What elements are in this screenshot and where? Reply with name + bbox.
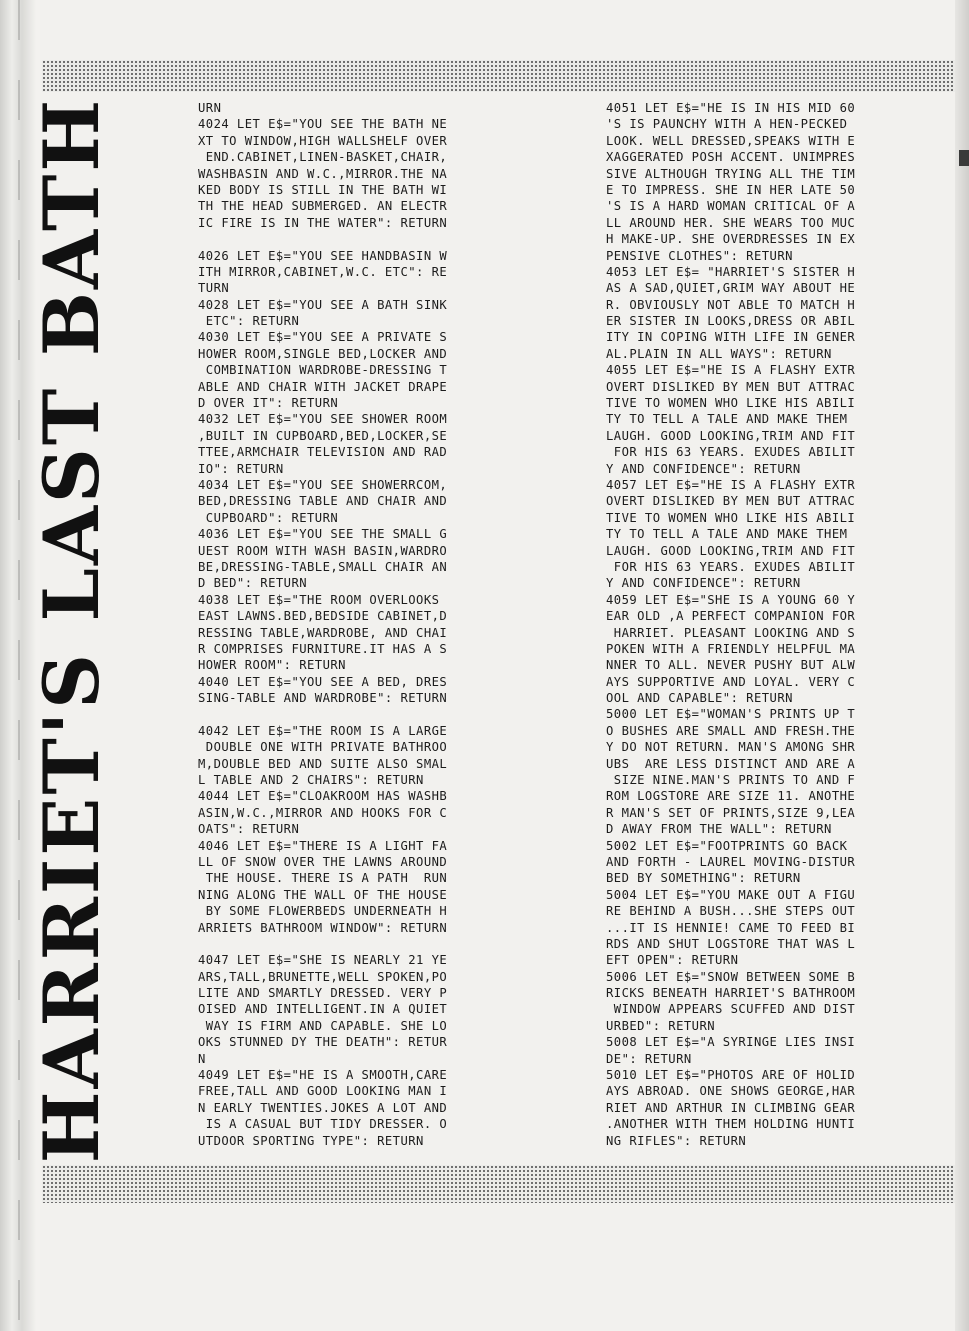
code-line: WINDOW APPEARS SCUFFED AND DIST — [606, 1002, 856, 1017]
code-line: D BED": RETURN — [198, 576, 308, 591]
code-line: TIVE TO WOMEN WHO LIKE HIS ABILI — [606, 510, 856, 525]
code-line: Y AND CONFIDENCE": RETURN — [606, 461, 801, 476]
code-line: COMBINATION WARDROBE-DRESSING T — [198, 363, 448, 378]
code-line: R COMPRISES FURNITURE.IT HAS A S — [198, 641, 448, 656]
code-line: 5008 LET E$="A SYRINGE LIES INSI — [606, 1035, 856, 1050]
code-line: TY TO TELL A TALE AND MAKE THEM — [606, 412, 848, 427]
code-line: AYS SUPPORTIVE AND LOYAL. VERY C — [606, 674, 856, 689]
code-line: TURN — [198, 281, 230, 296]
code-line: CUPBOARD": RETURN — [198, 510, 339, 525]
code-line: ARRIETS BATHROOM WINDOW": RETURN — [198, 920, 448, 935]
code-line: NG RIFLES": RETURN — [606, 1133, 747, 1148]
code-line: AND FORTH - LAUREL MOVING-DISTUR — [606, 854, 856, 869]
code-line: R. OBVIOUSLY NOT ABLE TO MATCH H — [606, 297, 856, 312]
code-line: LAUGH. GOOD LOOKING,TRIM AND FIT — [606, 543, 856, 558]
code-line: RDS AND SHUT LOGSTORE THAT WAS L — [606, 936, 856, 951]
code-line: ASIN,W.C.,MIRROR AND HOOKS FOR C — [198, 805, 448, 820]
article-title: HARRIET'S LAST BATH — [27, 96, 116, 1164]
code-line: TIVE TO WOMEN WHO LIKE HIS ABILI — [606, 396, 856, 411]
code-line: TH THE HEAD SUBMERGED. AN ELECTR — [198, 199, 448, 214]
code-line: UTDOOR SPORTING TYPE": RETURN — [198, 1133, 424, 1148]
code-line: 4053 LET E$= "HARRIET'S SISTER H — [606, 264, 856, 279]
code-line: 4059 LET E$="SHE IS A YOUNG 60 Y — [606, 592, 856, 607]
code-line: HOWER ROOM,SINGLE BED,LOCKER AND — [198, 346, 448, 361]
code-line: N — [198, 1051, 206, 1066]
code-line: RICKS BENEATH HARRIET'S BATHROOM — [606, 986, 856, 1001]
code-line: 4038 LET E$="THE ROOM OVERLOOKS — [198, 592, 440, 607]
code-line: OOL AND CAPABLE": RETURN — [606, 691, 793, 706]
code-line: 4036 LET E$="YOU SEE THE SMALL G — [198, 527, 448, 542]
code-line: 4051 LET E$="HE IS IN HIS MID 60 — [606, 101, 856, 115]
code-line: LOOK. WELL DRESSED,SPEAKS WITH E — [606, 133, 856, 148]
listing-column-right — [606, 100, 931, 1149]
code-line: RESSING TABLE,WARDROBE, AND CHAI — [198, 625, 448, 640]
code-line — [198, 231, 543, 247]
code-line: 'S IS PAUNCHY WITH A HEN-PECKED — [606, 117, 848, 132]
code-line: OVERT DISLIKED BY MEN BUT ATTRAC — [606, 494, 856, 509]
code-line: O BUSHES ARE SMALL AND FRESH.THE — [606, 723, 856, 738]
code-line: AL.PLAIN IN ALL WAYS": RETURN — [606, 346, 832, 361]
code-line: E TO IMPRESS. SHE IN HER LATE 50 — [606, 182, 856, 197]
code-line — [198, 706, 543, 722]
code-line: IO": RETURN — [198, 461, 284, 476]
code-line: URBED": RETURN — [606, 1018, 716, 1033]
code-line: R MAN'S SET OF PRINTS,SIZE 9,LEA — [606, 805, 856, 820]
code-line: 4026 LET E$="YOU SEE HANDBASIN W — [198, 248, 448, 263]
code-line: DOUBLE ONE WITH PRIVATE BATHROO — [198, 740, 448, 755]
code-line: POKEN WITH A FRIENDLY HELPFUL MA — [606, 641, 856, 656]
code-line: IC FIRE IS IN THE WATER": RETURN — [198, 215, 448, 230]
code-line: TTEE,ARMCHAIR TELEVISION AND RAD — [198, 445, 448, 460]
code-line: 4042 LET E$="THE ROOM IS A LARGE — [198, 723, 448, 738]
code-line: ,BUILT IN CUPBOARD,BED,LOCKER,SE — [198, 428, 448, 443]
code-line: ITY IN COPING WITH LIFE IN GENER — [606, 330, 856, 345]
code-line: AS A SAD,QUIET,GRIM WAY ABOUT HE — [606, 281, 856, 296]
code-line: KED BODY IS STILL IN THE BATH WI — [198, 182, 448, 197]
code-line: Y AND CONFIDENCE": RETURN — [606, 576, 801, 591]
code-line: BY SOME FLOWERBEDS UNDERNEATH H — [198, 904, 448, 919]
code-line: SIVE ALTHOUGH TRYING ALL THE TIM — [606, 166, 856, 181]
page-tab-marker — [959, 150, 969, 166]
code-line: 4030 LET E$="YOU SEE A PRIVATE S — [198, 330, 448, 345]
code-line: D AWAY FROM THE WALL": RETURN — [606, 822, 832, 837]
code-line: 4028 LET E$="YOU SEE A BATH SINK — [198, 297, 448, 312]
code-line: EAST LAWNS.BED,BEDSIDE CABINET,D — [198, 609, 448, 624]
code-line: ...IT IS HENNIE! CAME TO FEED BI — [606, 920, 856, 935]
code-line: HARRIET. PLEASANT LOOKING AND S — [606, 625, 856, 640]
code-line: NNER TO ALL. NEVER PUSHY BUT ALW — [606, 658, 856, 673]
code-line: 4046 LET E$="THERE IS A LIGHT FA — [198, 838, 448, 853]
code-line: HOWER ROOM": RETURN — [198, 658, 346, 673]
code-line: BE,DRESSING-TABLE,SMALL CHAIR AN — [198, 559, 448, 574]
code-line: 5006 LET E$="SNOW BETWEEN SOME B — [606, 969, 856, 984]
code-line: H MAKE-UP. SHE OVERDRESSES IN EX — [606, 232, 856, 247]
page-edge — [955, 0, 969, 1331]
code-line: FOR HIS 63 YEARS. EXUDES ABILIT — [606, 559, 856, 574]
code-line: BED BY SOMETHING": RETURN — [606, 871, 801, 886]
bottom-dotted-band — [42, 1165, 955, 1203]
code-line: TY TO TELL A TALE AND MAKE THEM — [606, 527, 848, 542]
top-dotted-band — [42, 60, 955, 92]
code-line: LL OF SNOW OVER THE LAWNS AROUND — [198, 854, 448, 869]
code-line: LL AROUND HER. SHE WEARS TOO MUC — [606, 215, 856, 230]
code-line: OKS STUNNED DY THE DEATH": RETUR — [198, 1035, 448, 1050]
code-line: EAR OLD ,A PERFECT COMPANION FOR — [606, 609, 856, 624]
code-line: 4049 LET E$="HE IS A SMOOTH,CARE — [198, 1068, 448, 1083]
code-line: UBS ARE LESS DISTINCT AND ARE A — [606, 756, 856, 771]
code-line: SING-TABLE AND WARDROBE": RETURN — [198, 691, 448, 706]
code-line: 4024 LET E$="YOU SEE THE BATH NE — [198, 117, 448, 132]
code-line: Y DO NOT RETURN. MAN'S AMONG SHR — [606, 740, 856, 755]
code-line: BED,DRESSING TABLE AND CHAIR AND — [198, 494, 448, 509]
code-line: RE BEHIND A BUSH...SHE STEPS OUT — [606, 904, 856, 919]
code-line: 5004 LET E$="YOU MAKE OUT A FIGU — [606, 887, 856, 902]
code-line: UEST ROOM WITH WASH BASIN,WARDRO — [198, 543, 448, 558]
code-line: IS A CASUAL BUT TIDY DRESSER. O — [198, 1117, 448, 1132]
code-line: FOR HIS 63 YEARS. EXUDES ABILIT — [606, 445, 856, 460]
code-line: N EARLY TWENTIES.JOKES A LOT AND — [198, 1100, 448, 1115]
code-line: PENSIVE CLOTHES": RETURN — [606, 248, 793, 263]
code-line: WASHBASIN AND W.C.,MIRROR.THE NA — [198, 166, 448, 181]
code-line: 5000 LET E$="WOMAN'S PRINTS UP T — [606, 707, 856, 722]
code-line: OISED AND INTELLIGENT.IN A QUIET — [198, 1002, 448, 1017]
code-line: M,DOUBLE BED AND SUITE ALSO SMAL — [198, 756, 448, 771]
code-line: RIET AND ARTHUR IN CLIMBING GEAR — [606, 1100, 856, 1115]
code-line — [198, 936, 543, 952]
code-line: D OVER IT": RETURN — [198, 396, 339, 411]
code-line: 'S IS A HARD WOMAN CRITICAL OF A — [606, 199, 856, 214]
code-line: SIZE NINE.MAN'S PRINTS TO AND F — [606, 773, 856, 788]
code-line: L TABLE AND 2 CHAIRS": RETURN — [198, 773, 424, 788]
code-line: XT TO WINDOW,HIGH WALLSHELF OVER — [198, 133, 448, 148]
code-line: .ANOTHER WITH THEM HOLDING HUNTI — [606, 1117, 856, 1132]
code-line: THE HOUSE. THERE IS A PATH RUN — [198, 871, 448, 886]
code-line: ITH MIRROR,CABINET,W.C. ETC": RE — [198, 264, 448, 279]
code-line: 4034 LET E$="YOU SEE SHOWERRCOM, — [198, 477, 448, 492]
code-line: LITE AND SMARTLY DRESSED. VERY P — [198, 986, 448, 1001]
code-line: NING ALONG THE WALL OF THE HOUSE — [198, 887, 448, 902]
code-line: DE": RETURN — [606, 1051, 692, 1066]
code-line: 4047 LET E$="SHE IS NEARLY 21 YE — [198, 953, 448, 968]
code-line: 5010 LET E$="PHOTOS ARE OF HOLID — [606, 1068, 856, 1083]
code-line: ER SISTER IN LOOKS,DRESS OR ABIL — [606, 314, 856, 329]
code-line: 4032 LET E$="YOU SEE SHOWER ROOM — [198, 412, 448, 427]
code-line: 5002 LET E$="FOOTPRINTS GO BACK — [606, 838, 848, 853]
code-line: ROM LOGSTORE ARE SIZE 11. ANOTHE — [606, 789, 856, 804]
code-line: ABLE AND CHAIR WITH JACKET DRAPE — [198, 379, 448, 394]
code-line: LAUGH. GOOD LOOKING,TRIM AND FIT — [606, 428, 856, 443]
code-line: OVERT DISLIKED BY MEN BUT ATTRAC — [606, 379, 856, 394]
code-line: AYS ABROAD. ONE SHOWS GEORGE,HAR — [606, 1084, 856, 1099]
code-line: 4040 LET E$="YOU SEE A BED, DRES — [198, 674, 448, 689]
code-line: OATS": RETURN — [198, 822, 300, 837]
code-line: EFT OPEN": RETURN — [606, 953, 739, 968]
code-line: END.CABINET,LINEN-BASKET,CHAIR, — [198, 150, 448, 165]
code-line: 4044 LET E$="CLOAKROOM HAS WASHB — [198, 789, 448, 804]
listing-column-left — [198, 100, 543, 1149]
code-line: FREE,TALL AND GOOD LOOKING MAN I — [198, 1084, 448, 1099]
code-line: XAGGERATED POSH ACCENT. UNIMPRES — [606, 150, 856, 165]
code-line: 4057 LET E$="HE IS A FLASHY EXTR — [606, 477, 856, 492]
code-line: ARS,TALL,BRUNETTE,WELL SPOKEN,PO — [198, 969, 448, 984]
code-line: ETC": RETURN — [198, 314, 300, 329]
code-line: WAY IS FIRM AND CAPABLE. SHE LO — [198, 1018, 448, 1033]
code-line: URN — [198, 101, 222, 115]
code-line: 4055 LET E$="HE IS A FLASHY EXTR — [606, 363, 856, 378]
